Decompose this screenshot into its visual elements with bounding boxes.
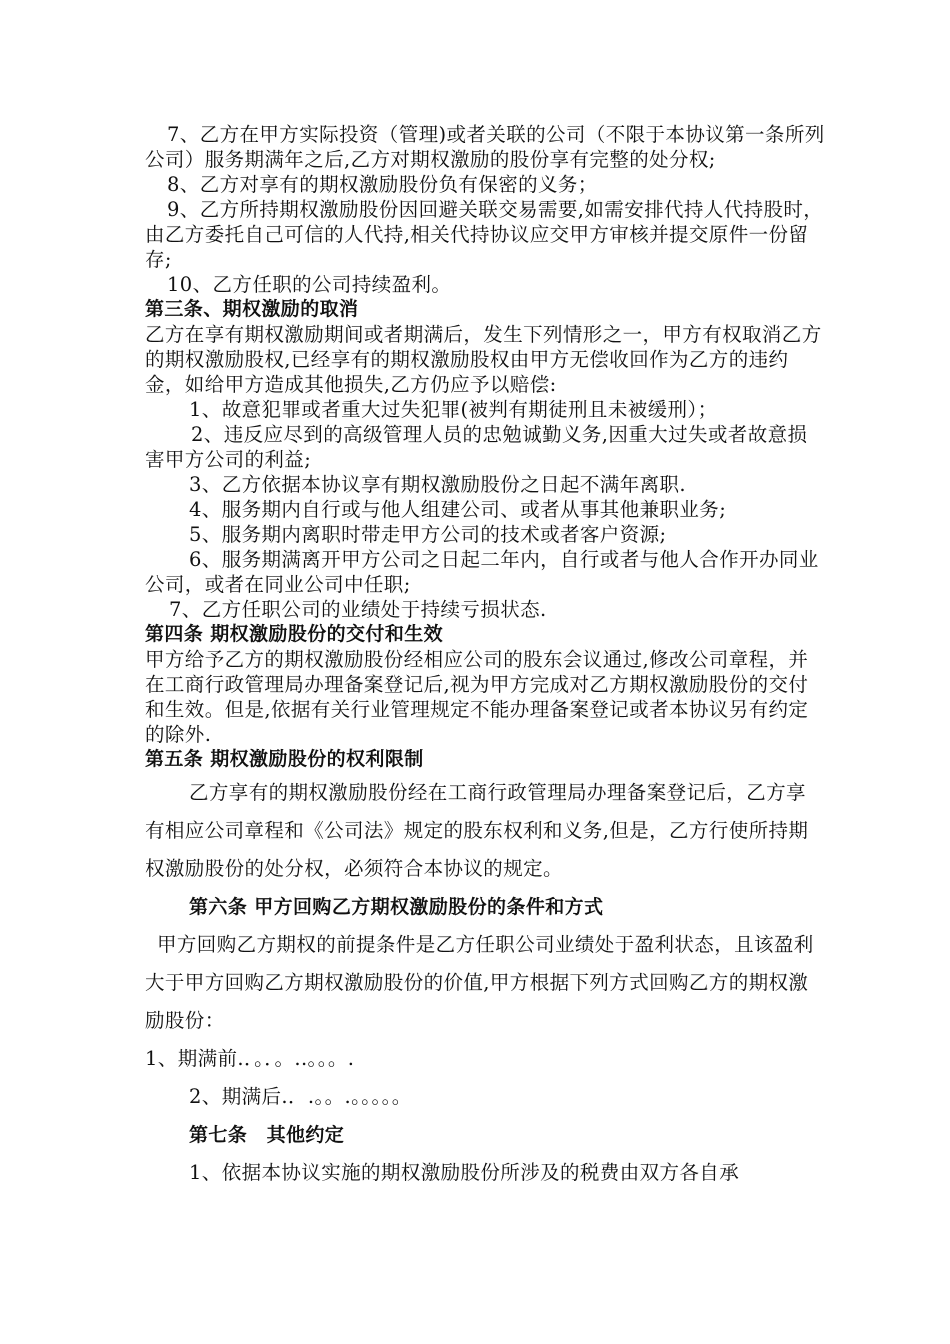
article-4-heading: 第四条 期权激励股份的交付和生效 (145, 623, 444, 645)
article-6-heading: 第六条 甲方回购乙方期权激励股份的条件和方式 (189, 896, 604, 918)
article-3-item: 6、服务期满离开甲方公司之日起二年内，自行或者与他人合作开办同业公司，或者在同业公司中任职; (145, 548, 819, 596)
document-page (145, 122, 825, 1192)
article-3-item: 1、故意犯罪或者重大过失犯罪(被判有期徒刑且未被缓刑）； (189, 398, 718, 421)
article-5-heading: 第五条 期权激励股份的权利限制 (145, 748, 424, 770)
clause-item-8: 8、乙方对享有的期权激励股份负有保密的义务； (167, 173, 598, 196)
clause-item-10: 10、乙方任职的公司持续盈利。 (167, 273, 452, 296)
article-5-body: 乙方享有的期权激励股份经在工商行政管理局办理备案登记后，乙方享有相应公司章程和《公司法》规定的股东权利和义务,但是，乙方行使所持期权激励股份的处分权，必须符合本协议的规定。 (145, 781, 809, 880)
article-6-item-1: 1、期满前.．。．。..。。。. (145, 1047, 355, 1070)
article-3-heading: 第三条、期权激励的取消 (145, 298, 359, 320)
article-3-item: 3、乙方依据本协议享有期权激励股份之日起不满年离职. (189, 473, 687, 496)
article-7-item-1: 1、依据本协议实施的期权激励股份所涉及的税费由双方各自承 (189, 1161, 740, 1184)
article-7-heading: 第七条 其他约定 (189, 1124, 345, 1146)
section-bottom (145, 774, 825, 1192)
article-3-item: 7、乙方任职公司的业绩处于持续亏损状态. (169, 598, 547, 621)
clause-item-9: 9、乙方所持期权激励股份因回避关联交易需要,如需安排代持人代持股时，由乙方委托自己可信的人代持,相关代持协议应交甲方审核并提交原件一份留存; (145, 198, 824, 271)
article-3-item: 2、违反应尽到的高级管理人员的忠勉诚勤义务,因重大过失或者故意损害甲方公司的利益; (145, 423, 808, 471)
section-top (145, 122, 825, 772)
article-3-item: 4、服务期内自行或与他人组建公司、或者从事其他兼职业务; (189, 498, 727, 521)
clause-item-7: 7、乙方在甲方实际投资（管理)或者关联的公司（不限于本协议第一条所列公司）服务期满年之后,乙方对期权激励的股份享有完整的处分权; (145, 123, 825, 171)
article-4-body: 甲方给予乙方的期权激励股份经相应公司的股东会议通过,修改公司章程，并在工商行政管理局办理备案登记后,视为甲方完成对乙方期权激励股份的交付和生效。但是,依据有关行业管理规定不能办理备案登记或者本协议另有约定的除外. (145, 648, 809, 746)
article-6-item-2: 2、期满后.．.。。.。。。。。 (189, 1085, 412, 1108)
article-3-item: 5、服务期内离职时带走甲方公司的技术或者客户资源; (189, 523, 667, 546)
article-3-intro: 乙方在享有期权激励期间或者期满后，发生下列情形之一，甲方有权取消乙方的期权激励股权,已经享有的期权激励股权由甲方无偿收回作为乙方的违约金，如给甲方造成其他损失,乙方仍应予以赔偿: (145, 323, 822, 396)
article-6-body: 甲方回购乙方期权的前提条件是乙方任职公司业绩处于盈利状态，且该盈利大于甲方回购乙方期权激励股份的价值,甲方根据下列方式回购乙方的期权激励股份： (145, 933, 814, 1032)
